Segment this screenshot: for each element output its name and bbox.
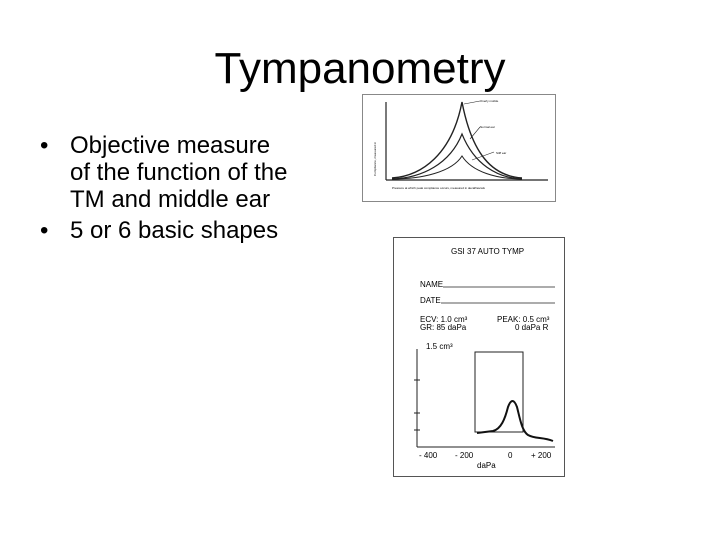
slide-title: Tympanometry [214, 44, 506, 93]
bullet-text: 5 or 6 basic shapes [70, 217, 279, 244]
tympanogram-types-figure [362, 94, 556, 202]
x-axis-label: Pressure at which peak compliance occurs, measured in decaPascals [392, 186, 485, 190]
printout-header: GSI 37 AUTO TYMP [451, 247, 525, 256]
bullet-list [40, 132, 290, 248]
bullet-dot: • [40, 132, 49, 159]
gr-value: GR: 85 daPa [420, 323, 467, 332]
y-max-label: 1.5 cm³ [426, 342, 453, 351]
printout-border [394, 238, 565, 477]
ecv-value: ECV: 1.0 cm³ [420, 315, 468, 324]
bullet-text: Objective measure of the function of the TM and middle ear [70, 132, 288, 213]
curve-label: Overly mobile [480, 99, 499, 103]
curve-label: Stiff ear [496, 151, 507, 155]
bullet-item [40, 132, 290, 213]
x-tick-label: - 400 [419, 451, 438, 460]
bullet-dot: • [40, 217, 49, 244]
x-tick-label: - 200 [455, 451, 474, 460]
x-tick-label: + 200 [531, 451, 552, 460]
x-unit-label: daPa [477, 461, 496, 470]
bullet-item [40, 217, 290, 244]
peak-value: PEAK: 0.5 cm³ [497, 315, 550, 324]
y-axis-label: Compliance, measured in [373, 141, 377, 176]
x-tick-label: 0 [508, 451, 513, 460]
gsi-printout-figure [393, 237, 565, 477]
name-label: NAME [420, 280, 444, 289]
date-label: DATE [420, 296, 441, 305]
curve-label: Normal ear [480, 125, 495, 129]
peak-location: 0 daPa R [515, 323, 549, 332]
